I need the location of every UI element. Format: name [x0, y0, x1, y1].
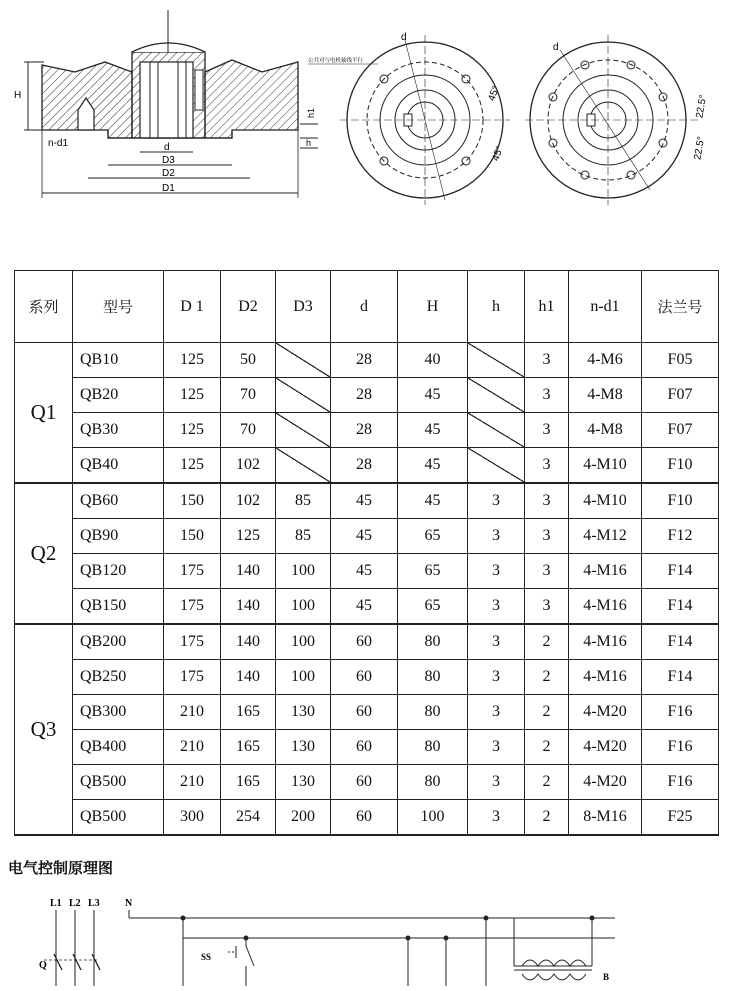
value-cell: 140 — [221, 660, 276, 695]
value-cell: 125 — [164, 413, 221, 448]
angle-45-bottom: 45° — [490, 144, 506, 163]
value-cell: 4-M16 — [569, 660, 642, 695]
model-cell: QB10 — [73, 343, 164, 378]
value-cell: 85 — [276, 519, 331, 554]
value-cell: F14 — [642, 624, 719, 660]
dim-H: H — [14, 90, 22, 101]
value-cell: 80 — [398, 624, 468, 660]
model-cell: QB30 — [73, 413, 164, 448]
value-cell: 2 — [525, 800, 569, 836]
value-cell: 210 — [164, 765, 221, 800]
value-cell — [468, 378, 525, 413]
value-cell: 80 — [398, 730, 468, 765]
value-cell — [468, 448, 525, 484]
value-cell: 70 — [221, 413, 276, 448]
value-cell: F05 — [642, 343, 719, 378]
model-cell: QB60 — [73, 483, 164, 519]
value-cell: 125 — [164, 448, 221, 484]
model-cell: QB250 — [73, 660, 164, 695]
value-cell: 140 — [221, 554, 276, 589]
dim-d-right: d — [553, 42, 559, 53]
electrical-schematic — [0, 880, 746, 986]
value-cell: 65 — [398, 554, 468, 589]
value-cell: 100 — [276, 589, 331, 625]
value-cell: 45 — [331, 554, 398, 589]
value-cell: 80 — [398, 695, 468, 730]
value-cell: 2 — [525, 624, 569, 660]
header-flange: 法兰号 — [642, 271, 719, 343]
model-cell: QB200 — [73, 624, 164, 660]
model-cell: QB120 — [73, 554, 164, 589]
value-cell: 165 — [221, 765, 276, 800]
header-H: H — [398, 271, 468, 343]
value-cell: F12 — [642, 519, 719, 554]
value-cell: 100 — [276, 660, 331, 695]
dim-D2: D2 — [162, 168, 175, 179]
value-cell: F10 — [642, 448, 719, 484]
table-row — [15, 800, 719, 836]
value-cell: 175 — [164, 660, 221, 695]
label-L1: L1 — [50, 898, 62, 909]
value-cell: 45 — [331, 483, 398, 519]
value-cell: 3 — [468, 519, 525, 554]
value-cell: 102 — [221, 483, 276, 519]
value-cell: 210 — [164, 695, 221, 730]
value-cell: 175 — [164, 554, 221, 589]
table-row — [15, 695, 719, 730]
model-cell: QB500 — [73, 800, 164, 836]
value-cell: 130 — [276, 765, 331, 800]
value-cell: 28 — [331, 413, 398, 448]
model-cell: QB300 — [73, 695, 164, 730]
series-cell: Q2 — [15, 483, 73, 624]
value-cell: F14 — [642, 589, 719, 625]
spec-table-body — [15, 343, 719, 836]
value-cell: 4-M16 — [569, 554, 642, 589]
value-cell: 60 — [331, 730, 398, 765]
model-cell: QB40 — [73, 448, 164, 484]
value-cell: 175 — [164, 589, 221, 625]
value-cell: 4-M10 — [569, 448, 642, 484]
value-cell: 45 — [331, 589, 398, 625]
value-cell: 3 — [525, 448, 569, 484]
value-cell: 200 — [276, 800, 331, 836]
value-cell — [468, 343, 525, 378]
table-row — [15, 519, 719, 554]
series-cell: Q1 — [15, 343, 73, 484]
series-cell: Q3 — [15, 624, 73, 835]
model-cell: QB90 — [73, 519, 164, 554]
value-cell: 4-M12 — [569, 519, 642, 554]
value-cell: 8-M16 — [569, 800, 642, 836]
value-cell: F16 — [642, 765, 719, 800]
value-cell: F07 — [642, 413, 719, 448]
value-cell: 45 — [398, 448, 468, 484]
value-cell: 125 — [164, 378, 221, 413]
value-cell: 3 — [468, 483, 525, 519]
value-cell: 45 — [398, 483, 468, 519]
value-cell: 60 — [331, 765, 398, 800]
value-cell: 70 — [221, 378, 276, 413]
value-cell: 4-M16 — [569, 589, 642, 625]
value-cell: 125 — [221, 519, 276, 554]
value-cell: 3 — [525, 589, 569, 625]
angle-45-top: 45° — [486, 84, 502, 103]
cross-section-drawing — [0, 0, 746, 215]
table-row — [15, 730, 719, 765]
value-cell: 4-M8 — [569, 378, 642, 413]
value-cell: 4-M20 — [569, 765, 642, 800]
dim-nd1: n-d1 — [48, 138, 69, 149]
value-cell: 3 — [525, 343, 569, 378]
value-cell: 150 — [164, 519, 221, 554]
value-cell: 45 — [398, 378, 468, 413]
value-cell — [468, 413, 525, 448]
value-cell: F07 — [642, 378, 719, 413]
dim-h: h — [306, 138, 312, 148]
value-cell: 60 — [331, 800, 398, 836]
value-cell: 3 — [525, 483, 569, 519]
value-cell: 80 — [398, 765, 468, 800]
model-cell: QB500 — [73, 765, 164, 800]
table-row — [15, 483, 719, 519]
value-cell: 210 — [164, 730, 221, 765]
table-row — [15, 589, 719, 625]
model-cell: QB20 — [73, 378, 164, 413]
value-cell — [276, 413, 331, 448]
value-cell: F16 — [642, 695, 719, 730]
value-cell: 165 — [221, 730, 276, 765]
value-cell: 140 — [221, 589, 276, 625]
value-cell: 28 — [331, 378, 398, 413]
dim-D3: D3 — [162, 155, 175, 166]
value-cell: 4-M6 — [569, 343, 642, 378]
value-cell: 3 — [468, 800, 525, 836]
header-model: 型号 — [73, 271, 164, 343]
header-h: h — [468, 271, 525, 343]
value-cell: 3 — [468, 554, 525, 589]
value-cell: 3 — [525, 413, 569, 448]
label-L3: L3 — [88, 898, 100, 909]
value-cell: 3 — [468, 660, 525, 695]
value-cell: 85 — [276, 483, 331, 519]
table-row — [15, 765, 719, 800]
label-SS: SS — [201, 952, 212, 962]
value-cell: 100 — [276, 624, 331, 660]
mechanical-drawings — [0, 0, 746, 215]
value-cell: 80 — [398, 660, 468, 695]
value-cell: 3 — [468, 695, 525, 730]
value-cell: 100 — [398, 800, 468, 836]
table-row — [15, 624, 719, 660]
value-cell: 130 — [276, 695, 331, 730]
table-row — [15, 448, 719, 484]
value-cell: 165 — [221, 695, 276, 730]
value-cell: 28 — [331, 343, 398, 378]
value-cell: 150 — [164, 483, 221, 519]
value-cell: 2 — [525, 660, 569, 695]
table-row — [15, 378, 719, 413]
angle-22-5-bottom: 22.5° — [692, 135, 708, 161]
label-Q: Q — [39, 960, 47, 971]
value-cell: 2 — [525, 695, 569, 730]
label-L2: L2 — [69, 898, 81, 909]
value-cell: 4-M16 — [569, 624, 642, 660]
value-cell: 28 — [331, 448, 398, 484]
table-row — [15, 413, 719, 448]
model-cell: QB150 — [73, 589, 164, 625]
value-cell: 300 — [164, 800, 221, 836]
flange-view-4-hole — [308, 32, 510, 205]
dim-h1: h1 — [306, 107, 316, 118]
value-cell: 140 — [221, 624, 276, 660]
table-row — [15, 343, 719, 378]
value-cell: 60 — [331, 660, 398, 695]
label-N: N — [125, 898, 133, 909]
value-cell: 3 — [525, 378, 569, 413]
value-cell: F14 — [642, 554, 719, 589]
value-cell — [276, 448, 331, 484]
value-cell: 45 — [398, 413, 468, 448]
value-cell: 50 — [221, 343, 276, 378]
header-D1: D 1 — [164, 271, 221, 343]
value-cell — [276, 378, 331, 413]
value-cell: 2 — [525, 765, 569, 800]
value-cell: 4-M20 — [569, 695, 642, 730]
section-title: 电气控制原理图 — [8, 859, 114, 877]
value-cell: 2 — [525, 730, 569, 765]
value-cell: 65 — [398, 589, 468, 625]
value-cell: 102 — [221, 448, 276, 484]
value-cell: F10 — [642, 483, 719, 519]
flange-view-8-hole — [525, 35, 709, 205]
value-cell: 130 — [276, 730, 331, 765]
dim-d-mid: d — [401, 32, 407, 43]
header-D2: D2 — [221, 271, 276, 343]
label-B: B — [603, 972, 610, 982]
value-cell: 254 — [221, 800, 276, 836]
value-cell: F14 — [642, 660, 719, 695]
value-cell: 4-M20 — [569, 730, 642, 765]
value-cell: F25 — [642, 800, 719, 836]
value-cell: F16 — [642, 730, 719, 765]
value-cell: 45 — [331, 519, 398, 554]
value-cell: 3 — [525, 554, 569, 589]
value-cell: 40 — [398, 343, 468, 378]
dim-D1: D1 — [162, 183, 175, 194]
header-nd1: n-d1 — [569, 271, 642, 343]
header-series: 系列 — [15, 271, 73, 343]
header-h1: h1 — [525, 271, 569, 343]
value-cell: 125 — [164, 343, 221, 378]
value-cell: 175 — [164, 624, 221, 660]
value-cell: 3 — [468, 730, 525, 765]
dim-d: d — [164, 142, 170, 153]
value-cell: 3 — [468, 589, 525, 625]
value-cell: 3 — [525, 519, 569, 554]
spec-table — [14, 270, 719, 836]
table-header-row — [15, 271, 719, 343]
value-cell: 60 — [331, 695, 398, 730]
header-D3: D3 — [276, 271, 331, 343]
value-cell: 3 — [468, 624, 525, 660]
value-cell: 4-M8 — [569, 413, 642, 448]
value-cell: 3 — [468, 765, 525, 800]
angle-22-5-top: 22.5° — [694, 94, 710, 120]
value-cell: 4-M10 — [569, 483, 642, 519]
value-cell: 65 — [398, 519, 468, 554]
value-cell — [276, 343, 331, 378]
value-cell: 100 — [276, 554, 331, 589]
note-text: 公共对与电机轴线平行 — [308, 58, 364, 64]
model-cell: QB400 — [73, 730, 164, 765]
table-row — [15, 554, 719, 589]
header-d: d — [331, 271, 398, 343]
value-cell: 60 — [331, 624, 398, 660]
table-row — [15, 660, 719, 695]
